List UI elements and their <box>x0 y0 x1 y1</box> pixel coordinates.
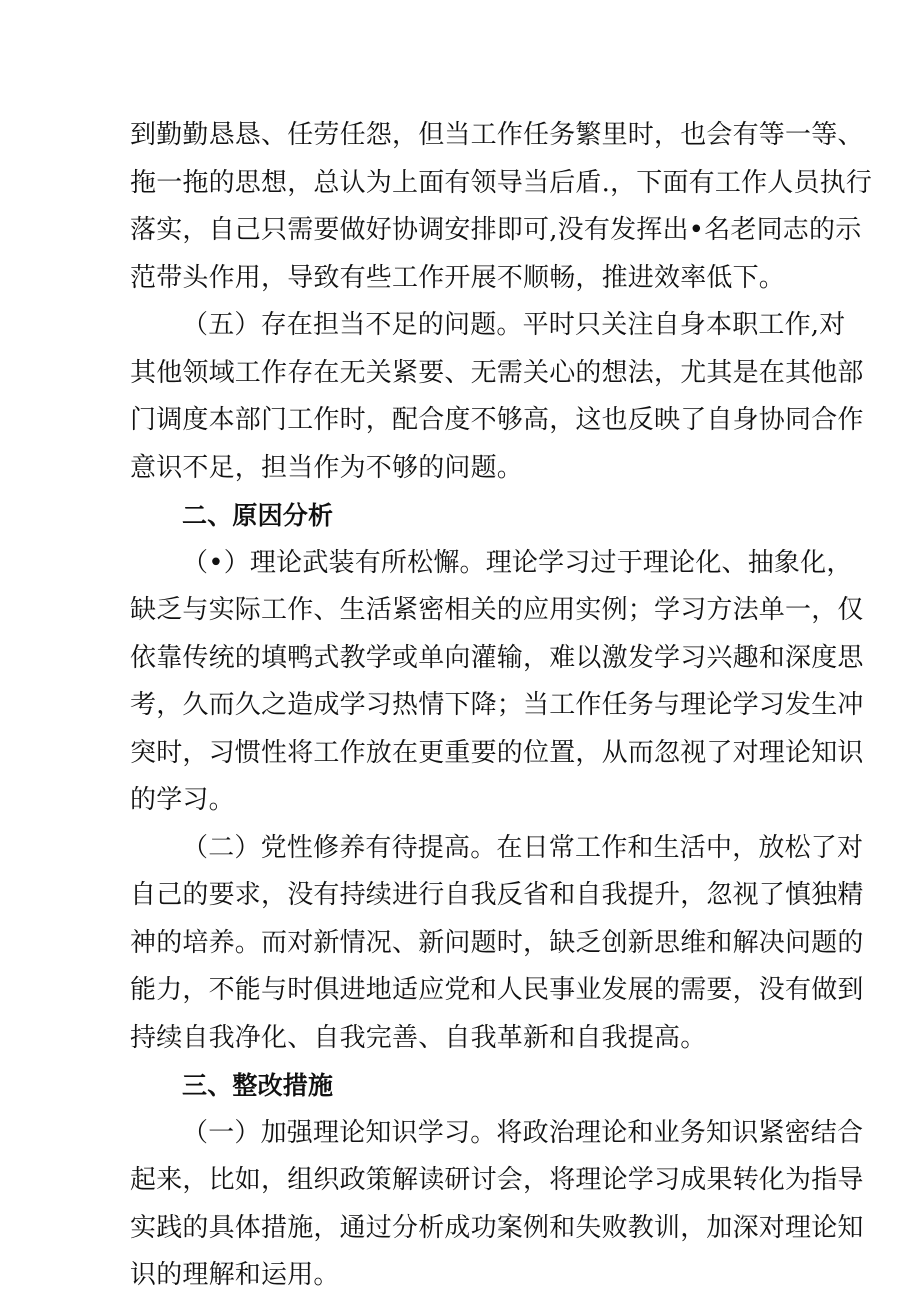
text-line: 意识不足，担当作为不够的问题。 <box>130 452 524 483</box>
text-line: （五）存在担当不足的问题。平时只关注自身本职工作,对 <box>182 310 846 340</box>
text-line: 考，久而久之造成学习热情下降；当工作任务与理论学习发生冲 <box>130 690 864 720</box>
paragraph-problem-5 <box>130 302 864 492</box>
text-line: 实践的具体措施，通过分析成功案例和失败教训，加深对理论知 <box>130 1212 864 1243</box>
paragraph-cause-2 <box>130 825 864 1063</box>
text-line: 的学习。 <box>130 785 235 815</box>
paragraph-measure-1 <box>130 1110 864 1300</box>
text-line: 缺乏与实际工作、生活紧密相关的应用实例；学习方法单一，仅 <box>130 595 864 625</box>
heading-text: 二、原因分析 <box>182 501 334 530</box>
text-line: 门调度本部门工作时，配合度不够高，这也反映了自身协同合作 <box>130 405 864 435</box>
text-line: 起来，比如，组织政策解读研讨会，将理论学习成果转化为指导 <box>130 1165 864 1195</box>
text-line: 到勤勤恳恳、任劳任怨，但当工作任务繁里时，也会有等一等、 <box>130 120 864 150</box>
document-body <box>130 112 873 1300</box>
paragraph-cause-1 <box>130 540 864 825</box>
text-line: 落实，自己只需要做好协调安排即可,没有发挥出•名老同志的示 <box>130 215 862 245</box>
text-line: （一）加强理论知识学习。将政治理论和业务知识紧密结合 <box>182 1117 864 1148</box>
text-line: 依靠传统的填鸭式教学或单向灌输，难以激发学习兴趣和深度思 <box>130 642 864 673</box>
text-line: 其他领域工作存在无关紧要、无需关心的想法，尤其是在其他部 <box>130 357 864 388</box>
text-line: （二）党性修养有待提高。在日常工作和生活中，放松了对 <box>182 832 864 863</box>
section-heading-rectification <box>130 1062 802 1110</box>
text-line: 持续自我净化、自我完善、自我革新和自我提高。 <box>130 1022 707 1053</box>
text-line: 识的理解和运用。 <box>130 1260 340 1290</box>
text-line: （•）理论武装有所松懈。理论学习过于理论化、抽象化， <box>182 547 853 578</box>
heading-text: 三、整改措施 <box>182 1071 334 1100</box>
text-line: 拖一拖的思想，总认为上面有领导当后盾.，下面有工作人员执行 <box>130 167 873 198</box>
paragraph-continuation <box>130 112 873 302</box>
text-line: 自己的要求，没有持续进行自我反省和自我提升，忽视了慎独精 <box>130 880 864 910</box>
section-heading-cause-analysis <box>130 492 802 540</box>
text-line: 范带头作用，导致有些工作开展不顺畅，推进效率低下。 <box>130 262 786 293</box>
text-line: 神的培养。而对新情况、新问题时，缺乏创新思维和解决问题的 <box>130 927 864 958</box>
text-line: 能力，不能与时俱进地适应党和人民事业发展的需要，没有做到 <box>130 975 864 1005</box>
text-line: 突时，习惯性将工作放在更重要的位置，从而忽视了对理论知识 <box>130 737 864 768</box>
